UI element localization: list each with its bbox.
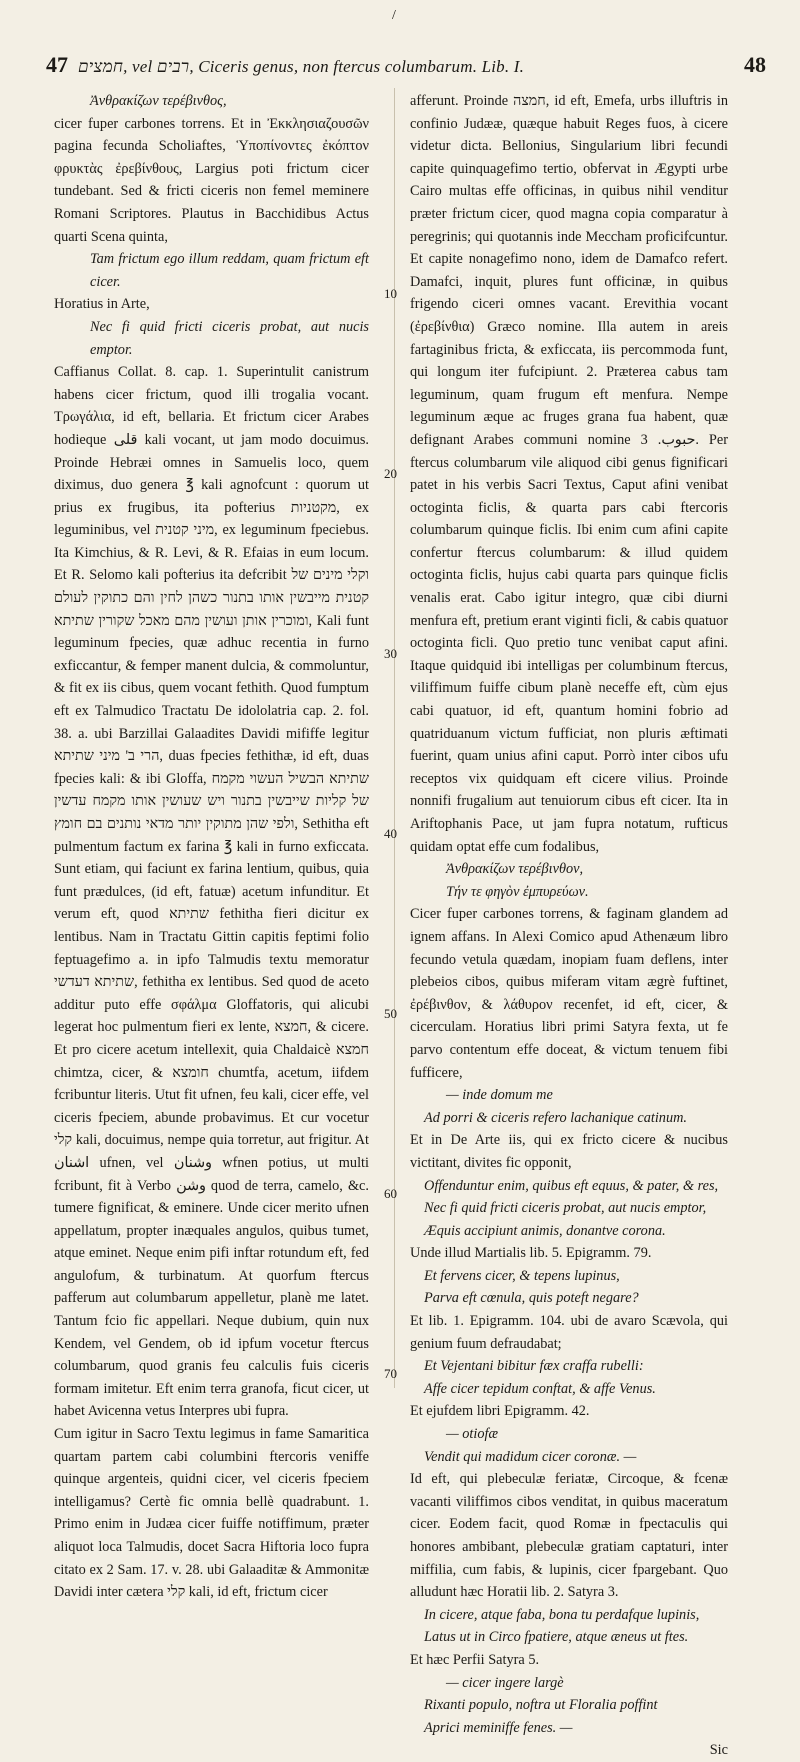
verse-quote: Ad porri & ciceris refero lachanique catinum. <box>424 1109 687 1126</box>
paragraph: Id eft, qui plebeculæ feriatæ, Circoque, & fcenæ vacanti viliffimos cibos venditat, in quibus maceratum cicer. Eodem facit, quod Romæ in fpectaculis qui honores ambibant, plebeculæ gratiam captaturi, inter miffilia, cum fabis, & lupinis, cicer fpargebant. Quo alludunt hæc Horatii lib. 2. Satyra 3. <box>410 1471 728 1601</box>
paragraph: Cum igitur in Sacro Textu legimus in fame Samaritica quartam partem cabi columbini ftercoris veniffe quinque argenteis, quidni cicer, vel ciceris fpeciem intelligamus? Certè fic omnia bellè quadrabunt. 1. Primo enim in Judæa cicer fuiffe notiffimum, præter aliquot loca Talmudis, docet Sacra Hiftoria loco fupra citato ex 2 Sam. 17. v. 28. ubi Galaaditæ & Ammonitæ Davidi inter cætera קלי kali, id eft, frictum cicer <box>54 1426 369 1601</box>
right-column <box>410 90 728 1762</box>
verse-quote: Tam frictum ego illum reddam, quam frictum eft cicer. <box>90 251 369 290</box>
paragraph: Et hæc Perfii Satyra 5. <box>410 1651 540 1668</box>
paragraph: Et in De Arte iis, qui ex fricto cicere & nucibus victitant, divites fic opponit, <box>410 1132 728 1171</box>
page-header <box>46 52 766 84</box>
line-number: 10 <box>384 286 397 301</box>
verse-quote: — otiofæ <box>446 1426 499 1443</box>
line-number: 50 <box>384 1006 397 1021</box>
verse-quote: In cicere, atque faba, bona tu perdafque lupinis, <box>424 1606 700 1623</box>
right-page-number: 48 <box>744 52 766 77</box>
verse-quote: Rixanti populo, noftra ut Floralia poffint <box>424 1697 658 1714</box>
verse-quote: Affe cicer tepidum conftat, & affe Venus. <box>424 1380 656 1397</box>
line-number: 40 <box>384 826 397 841</box>
paragraph: Horatius in Arte, <box>54 296 150 313</box>
verse-quote: Parva eft cœnula, quis poteft negare? <box>424 1290 639 1307</box>
line-number: 30 <box>384 646 397 661</box>
left-column <box>54 90 369 1604</box>
paragraph: Unde illud Martialis lib. 5. Epigramm. 79. <box>410 1245 652 1262</box>
line-number: 70 <box>384 1366 397 1381</box>
verse-quote: Vendit qui madidum cicer coronæ. — <box>424 1448 637 1465</box>
verse-quote: Æquis accipiunt animis, donantve corona. <box>424 1222 666 1239</box>
verse-quote: Latus ut in Circo fpatiere, atque æneus ut ftes. <box>424 1629 689 1646</box>
running-title: חמצים, vel רבים, Ciceris genus, non ftercus columbarum. Lib. I. <box>78 57 525 76</box>
line-number: 20 <box>384 466 397 481</box>
paragraph: Cicer fuper carbones torrens, & faginam glandem ad ignem affans. In Alexi Comico apud Athenæum libro fecundo vetula quædam, inopiam fuam deflens, inter plebeios cibos, quibus miferam vitam ægrè fuftinet, ἐρέβινθον, & λάθυρον recenfet, id eft, cicer, & cicerculam. Horatius libri primi Satyra fexta, ut fe parvo contentum effe doceat, & victum tenuem fibi fufficere, <box>410 906 728 1081</box>
line-number-gutter <box>384 90 402 1390</box>
verse-quote: — cicer ingere largè <box>446 1674 564 1691</box>
catchword: Sic <box>709 1742 728 1759</box>
greek-quote: Ἀνθρακίζων τερέβινθος, <box>90 93 227 109</box>
left-page-number: 47 <box>46 52 68 77</box>
verse-quote: Aprici meminiffe fenes. — <box>424 1719 573 1736</box>
greek-quote: Τήν τε φηγὸν ἐμπυρεύων. <box>446 883 589 900</box>
top-mark: / <box>392 8 396 23</box>
verse-quote: — inde domum me <box>446 1087 553 1104</box>
verse-quote: Nec fi quid fricti ciceris probat, aut nucis emptor, <box>424 1200 707 1217</box>
paragraph: Et lib. 1. Epigramm. 104. ubi de avaro Scævola, qui genium fuum defraudabat; <box>410 1313 728 1352</box>
paragraph: Et ejufdem libri Epigramm. 42. <box>410 1403 590 1420</box>
greek-quote: Ἀνθρακίζων τερέβινθον, <box>446 861 584 878</box>
verse-quote: Offenduntur enim, quibus eft equus, & pater, & res, <box>424 1177 719 1194</box>
paragraph: Caffianus Collat. 8. cap. 1. Superintulit canistrum habens cicer frictum, quod illi trogalia vocant. Τρωγάλια, id eft, bellaria. Et frictum cicer Arabes hodieque قلى kali vocant, ut jam modo docuimus. Proinde Hebræi omnes in Samuelis loco, quem diximus, duo genera ℥ kali agnofcunt : quorum ut prius ex frugibus, ita pofterius מקטניות, ex leguminibus, vel מיני קטנית, ex leguminum fpeciebus. Ita Kimchius, & R. Levi, & R. Efaias in eum locum. Et R. Selomo kali pofterius ita defcribit וקלי מינים של קטנית מייבשין אותו בתנור כשהן לחין והם כתוקין לעולם ומוכרין אותן ועושין מהם מאכל שקורין שתיתא, Kali funt leguminum fpecies, quæ adhuc recentia in furno exficcantur, & femper manent dulcia, & commoluntur, & fit ex iis cibus, quem vocant fethith. Quod fumptum eft ex Talmudico Tractatu De idololatria cap. 2. fol. 38. a. ubi Barzillai Galaadites Davidi mififfe legitur הרי ב' מיני שתיתא, duas fpecies fethithæ, id eft, duas fpecies kali: & ibi Gloffa, שתיתא הבשיל העשוי מקמח של קליות שייבשין בתנור ויש שעושין אותו מקמח עדשין ולפי שהן מתוקין יותר מדאי נותנים בם חומץ, Sethitha eft pulmentum factum ex farina ℥ kali in furno exficcata. Sunt etiam, qui faciunt ex farina lentium, quibus, quia funt prædulces, (id eft, fatuæ) acetum infunditur. Et verum eft, quod שתיתא fethitha fieri dicitur ex lentibus. Nam in Tractatu Gittin capitis feptimi folio feptuagefimo a. in ipfo Talmudis textu memoratur שתיתא דעדשי, fethitha ex lentibus. Sed quod de aceto additur puto effe σφάλμα Gloffatoris, qui alicubi legerat hoc pulmentum fieri ex lente, חמצא, & cicere. Et pro cicere acetum intellexit, quia Chaldaicè חמצא chimtza, cicer, & חומצא chumtfa, acetum, iifdem fcribuntur literis. Utut fit ufnen, feu kali, cicer effe, vel ciceris fpeciem, abunde probavimus. Et cur vocetur קלי kali, docuimus, nempe quia torretur, aut frigitur. At اشنان ufnen, vel وشنان wfnen potius, ut multi fcribunt, fit à Verbo وشن quod de terra, camelo, &c. tumere fignificat, & eminere. Unde cicer merito ufnen appellatum, propter inæquales angulos, quibus tumet, atque eminet. Neque enim pifi inftar rotundum eft, fed angulofum, & turbinatum. At quorfum ftercus pafferum aut columbarum appelletur, planè me latet. Tantum fcio fic appellari. Neque dubium, quin nux Kendem, vel Gendem, ob id ipfum vocetur ftercus columbarum, quod granis feu calculis fuis ciceris formam imitetur. Eft enim terra granofa, ficut cicer, ut habet Avicenna vetus Interpres ubi fupra. <box>54 364 370 1420</box>
paragraph: afferunt. Proinde חמצה, id eft, Emefa, urbs illuftris in confinio Judææ, quæque habuit Reges fuos, à cicere videtur dicta. Bellonius, Singularium libri fecundi capite quinquagefimo tertio, obfervat in Ægypti urbe Cairo multas effe officinas, in quibus nihil venditur præter frictum cicer, quod magna copia comparatur à peregrinis; qui quotannis inde Meccham proficifcuntur. Et capite nonagefimo nono, idem de Damafco refert. Damafci, inquit, plures funt officinæ, in quibus frigendo ciceri omnes vacant. Erevithia vocant (ἐρεβίνθια) Græco nomine. Illa autem in areis fartaginibus fricta, & exficcata, iis percommoda funt, qui longum iter fufcipiunt. 2. Præterea cabus tam leguminum, quam frugum eft menfura. Nempe leguminum æque ac fruges grana fua habent, quæ defignant Arabes communi nomine حبوب. 3. Per ftercus columbarum vile aliquod cibi genus fignificari patet in his verbis Sacri Textus, Caput afini venibat octoginta ficlis, & quarta pars cabi ftercoris columbarum quinque ficlis. Ibi enim cum afini capite confertur ftercus columbarum: & illud quidem octoginta ficlis, hujus cabi quarta pars quinque ficlis venalis erat. Cabo igitur integro, quæ cibi diurni menfura eft, pretium erant viginti ficli, & cabis quatuor octoginta ficli. Quo pretio tunc venibat caput afini. Itaque quidquid ibi intelligas per columbinum ftercus, viliffimum fuiffe cibum planè neceffe eft, cùm ejus cabi quatuor, id eft, quantum homini fobrio ad quatriduanum victum fufficiat, non pluris æftimati fuerint, quam unius afini caput. Porrò inter cibos ufu receptos vix quidquam eft cicere vilius. Proinde nonnifi frugalium aut tenuiorum cibus eft cicer. Ita in Ariftophanis Pace, ut jam fupra notatum, rufticus quidam optat effe cum fodalibus, <box>410 93 728 855</box>
line-number: 60 <box>384 1186 397 1201</box>
verse-quote: Et Vejentani bibitur fæx craffa rubelli: <box>424 1358 644 1375</box>
verse-quote: Et fervens cicer, & tepens lupinus, <box>424 1267 620 1284</box>
paragraph: cicer fuper carbones torrens. Et in Ἐκκλησιαζουσῶν pagina fecunda Scholiaftes, Ὑποπίνοντες ἐκόπτον φρυκτὰς ἐρεβίνθους, Largius poti frictum cicer tundebant. Sed & fricti ciceris non femel meminere Romani Scriptores. Plautus in Bacchidibus Actus quarti Scena quinta, <box>54 115 369 245</box>
verse-quote: Nec fi quid fricti ciceris probat, aut nucis emptor. <box>90 318 369 358</box>
